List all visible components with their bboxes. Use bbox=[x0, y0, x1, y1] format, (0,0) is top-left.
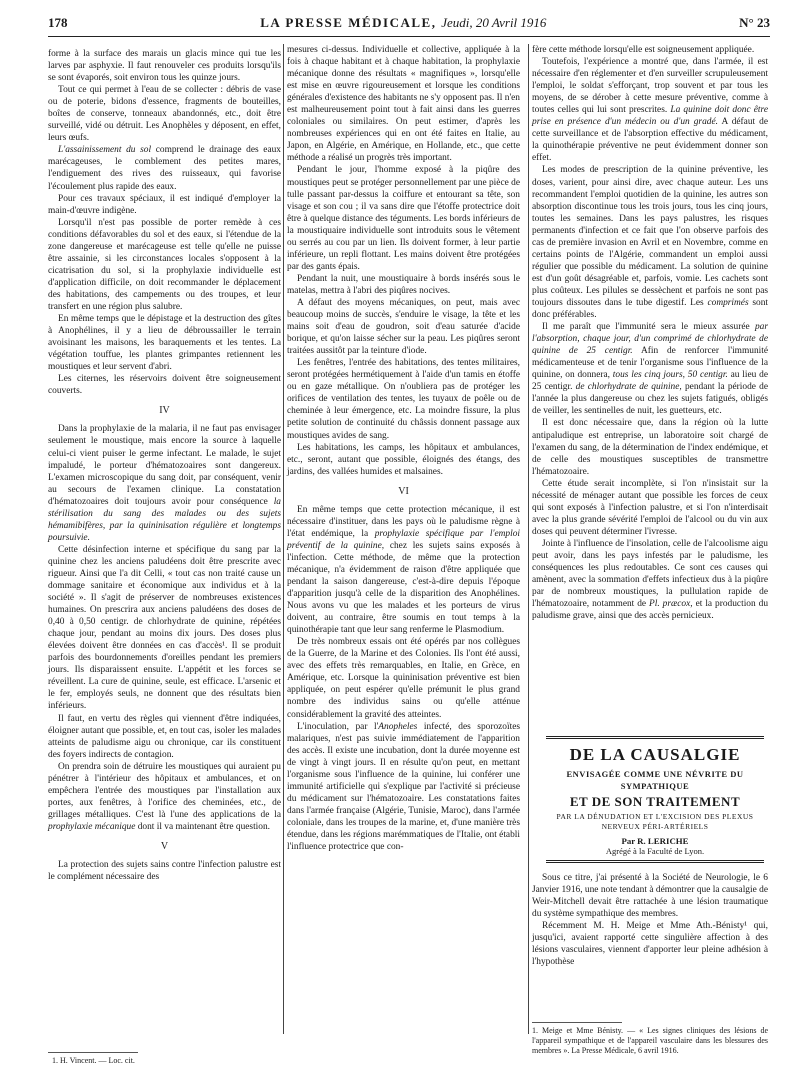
paragraph bbox=[287, 504, 520, 637]
paragraph-text: L'inoculation, par l' bbox=[297, 721, 379, 732]
emphasis: La quinine doit donc être prise en présence d'un médecin ou d'un gradé. bbox=[532, 105, 768, 128]
paragraph-text: au lieu de 25 centigr. bbox=[532, 370, 768, 393]
paragraph-text: Toutefois, l'expérience a montré que, dans l'armée, il est nécessaire d'en réglementer et d'en surveiller scrupuleusement l'emploi, le soldat s'efforçant, trop souvent et par tous les moyens, de se dérober à cette mesure préventive, comme à toutes celles qui lui sont prescrites. bbox=[532, 57, 768, 116]
article-subtitle: PAR LA DÉNUDATION ET L'EXCISION DES PLEXUS bbox=[556, 812, 754, 821]
paragraph-text: pendant la période de l'année la plus dangereuse ou chez les sujets fatigués, obligés de veiller, les sentinelles de nuit, les guetteurs, etc. bbox=[532, 382, 769, 417]
paragraph bbox=[48, 144, 281, 192]
paragraph-text: et la production du paludisme grave, ainsi que des accès pernicieux. bbox=[532, 599, 769, 622]
footnote-rule bbox=[532, 1022, 622, 1023]
paragraph-text: dont il va maintenant être question. bbox=[135, 821, 270, 832]
paragraph bbox=[532, 164, 768, 321]
emphasis: comprimés bbox=[707, 297, 749, 308]
paragraph bbox=[532, 321, 768, 417]
article-subtitle: ET DE SON TRAITEMENT bbox=[569, 794, 741, 809]
paragraph: forme à la surface des marais un glacis mince qui tue les larves par asphyxie. Il faut renouveler ces produits lorsqu'ils se sont évaporés, soit environ tous les quinze jours. bbox=[48, 49, 281, 84]
paragraph: De très nombreux essais ont été opérés par nos collègues de la Guerre, de la Marine et des Colonies. Ils l'ont été aussi, avec des effets très remarquables, en Italie, en Grèce, en Amérique, etc. Lorsque la quininisation préventive est bien appliquée, on peut espérer qu'elle prémunit le plus grand nombre des individus sains ou qu'elle atténue considérablement la gravité des atteintes. bbox=[287, 637, 520, 720]
footnote: 1. Meige et Mme Bénisty. — « Les signes cliniques des lésions de l'appareil sympathique et de l'appareil vasculaire dans les blessures des membres ». La Presse Médicale, 6 avril 1916. bbox=[532, 1026, 768, 1055]
paragraph-text: Il me paraît que l'immunité sera le mieux assurée bbox=[542, 322, 755, 333]
journal-name: LA PRESSE MÉDICALE, bbox=[260, 15, 437, 30]
article-heading bbox=[546, 736, 764, 863]
paragraph: Il est donc nécessaire que, dans la région où la lutte antipaludique est entreprise, un laboratoire soit chargé de l'examen du sang, de la détermination de l'index endémique, et de celle des moustiques susceptibles de transmettre l'hématozoaire. bbox=[532, 418, 768, 477]
emphasis: de chlorhydrate de quinine, bbox=[575, 382, 682, 393]
paragraph: fère cette méthode lorsqu'elle est soigneusement appliquée. bbox=[532, 45, 755, 55]
emphasis: par l'absorption, chaque jour, d'un comprimé de chlorhydrate de quinine de 25 centigr. bbox=[532, 322, 768, 357]
emphasis: L'assainissement du sol bbox=[58, 145, 152, 156]
paragraph-text: A défaut de cette surveillance et de l'absorption effective du médicament, la quinothérapie préventive ne peut évidemment donner son effet. bbox=[532, 117, 768, 164]
article-author: Par R. LERICHE bbox=[621, 836, 689, 846]
paragraph: Lorsqu'il n'est pas possible de porter remède à ces conditions défavorables du sol et des eaux, si l'étendue de la zone dangereuse et marécageuse est telle qu'elle ne puisse être assainie, si les circonstances locales s'opposent à la cicatrisation du sol, si la prophylaxie individuelle est d'application difficile, on doit recommander le déplacement des habitations, des campements ou des troupes, et leur transfert en une région plus salubre. bbox=[48, 217, 281, 312]
paragraph: Sous ce titre, j'ai présenté à la Société de Neurologie, le 6 Janvier 1916, une note tendant à démontrer que la causalgie de Weir-Mitchell devait être rattachée à une lésion traumatique du système sympathique des membres. bbox=[532, 873, 768, 920]
column-3 bbox=[532, 44, 768, 622]
paragraph-text: On prendra soin de détruire les moustiques qui auraient pu pénétrer à l'intérieur des hôpitaux et ambulances, et on empêchera l'entrée des moustiques par l'installation aux portes, aux fenêtres, à l'orifice des cheminées, etc., de grillages métalliques. C'est là l'une des applications de la bbox=[48, 761, 281, 820]
paragraph-text: En même temps que cette protection mécanique, il est nécessaire d'instituer, dans les pays où le paludisme règne à l'état endémique, la bbox=[287, 504, 520, 539]
paragraph: Les citernes, les réservoirs doivent être soigneusement couverts. bbox=[48, 374, 281, 397]
paragraph: Les habitations, les camps, les hôpitaux et ambulances, etc., seront, autant que possible, éloignés des étangs, des jardins, des vallées humides et malsaines. bbox=[287, 442, 520, 477]
column-1 bbox=[48, 48, 281, 883]
paragraph bbox=[532, 538, 768, 622]
paragraph: Pendant la nuit, une moustiquaire à bords insérés sous le matelas, mettra à l'abri des piqûres nocives. bbox=[287, 273, 520, 296]
paragraph: Cette étude serait incomplète, si l'on n'insistait sur la nécessité de ménager autant que possible les forces de ceux qui sont exposés à l'infection palustre, et si l'on n'interdisait avec la plus grande sévérité l'emploi de l'alcool ou du vin aux doses qui peuvent déterminer l'ivresse. bbox=[532, 478, 768, 537]
section-number: IV bbox=[159, 405, 170, 417]
paragraph bbox=[48, 761, 281, 833]
footnote: 1. H. Vincent. — Loc. cit. bbox=[52, 1056, 135, 1065]
paragraph: En même temps que le dépistage et la destruction des gîtes à Anophélines, il y a lieu de débroussailler le terrain avoisinant les maisons, les baraquements et les tentes. La végétation touffue, les plantes grimpantes retiennent les moustiques et leur servent d'abri. bbox=[48, 314, 281, 373]
footnote-rule bbox=[48, 1052, 138, 1053]
page-header bbox=[48, 10, 770, 37]
paragraph: Récemment M. H. Meige et Mme Ath.-Bénisty¹ qui, jusqu'ici, avaient rapporté cette singulière affection à des lésions vasculaires, viennent d'apporter leur pleine adhésion à l'hypothèse bbox=[532, 921, 768, 968]
column-divider bbox=[283, 44, 284, 1034]
paragraph: Pour ces travaux spéciaux, il est indiqué d'employer la main-d'œuvre indigène. bbox=[48, 193, 281, 216]
article-subtitle: NERVEUX PÉRI-ARTÉRIELS bbox=[601, 822, 709, 831]
paragraph-text: infecté, des sporozoïtes malariques, n'est pas suivie immédiatement de l'apparition des accès. Il existe une incubation, dont la durée moyenne est de vingt à vingt jours. Il en résulte qu'on peut, en mettant l'organisme sous l'influence de la quinine, lui conférer une immunité artificielle qui s'explique par l'activité si précieuse du médicament sur l'hématozoaire. Les constatations faites dans l'armée française (Algérie, Tunisie, Maroc), dans l'armée coloniale, dans les troupes de la marine, et, d'une manière très étendue, dans les régions marémmatiques de l'Italie, ont établi l'influence protectrice que con- bbox=[287, 721, 520, 853]
paragraph: Il faut, en vertu des règles qui viennent d'être indiquées, éloigner autant que possible, et, en tout cas, isoler les malades atteints de paludisme aigu ou chronique, car ils constituent des foyers indirects de contagion. bbox=[48, 713, 281, 760]
paragraph-text: Dans la prophylaxie de la malaria, il ne faut pas envisager seulement le moustique, mais encore la source à laquelle celui-ci vient puiser le germe infectant. Le malade, le sujet impaludé, le porteur d'hématozoaires sont dangereux. L'examen microscopique du sang doit, par conséquent, venir au secours de l'examen clinique. La constatation d'hématozoaires doit toujours avoir pour conséquence bbox=[48, 424, 281, 507]
emphasis: Anopheles bbox=[378, 721, 418, 732]
paragraph bbox=[287, 721, 520, 854]
paragraph-text: comprend le drainage des eaux marécageuses, le comblement des petites mares, l'endiguement des rives des ruisseaux, qui favorise l'écoulement plus rapide des eaux. bbox=[48, 145, 281, 192]
emphasis: tous les cinq jours, 50 centigr. bbox=[612, 370, 728, 381]
section-number: VI bbox=[398, 485, 409, 497]
emphasis: prophylaxie spécifique par l'emploi préventif de la quinine, bbox=[287, 528, 520, 551]
paragraph: Cette désinfection interne et spécifique du sang par la quinine chez les anciens paludéens doit être prescrite avec rigueur. Ainsi que l'a dit Celli, « tout cas non traité cause un dommage sanitaire et économique aux individus et à la société ». Il s'agit de préserver de nombreuses existences humaines. On prescrira aux anciens paludéens des doses de 0,40 à 0,50 centigr. de chlorhydrate de quinine, répétées chaque jour, pendant au moins dix jours. Des doses plus élevées doivent être données en cas d'accès¹. Il se produit parfois des bourdonnements d'oreilles pendant les premiers jours. Ils disparaissent ensuite. L'appétit et les forces se réveillent. La cure de quinine, seule, est efficace. L'arsenic et le fer, employés seuls, ne donnent que des résultats bien inférieurs. bbox=[48, 544, 281, 712]
issue-date: Jeudi, 20 Avril 1916 bbox=[441, 15, 547, 30]
section-number: V bbox=[160, 841, 169, 852]
journal-title bbox=[260, 15, 546, 31]
author-affiliation: Agrégé à la Faculté de Lyon. bbox=[605, 846, 705, 856]
paragraph: La protection des sujets sains contre l'infection palustre est le complément nécessaire des bbox=[48, 860, 281, 883]
paragraph: A défaut des moyens mécaniques, on peut, mais avec beaucoup moins de succès, s'enduire le visage, la tête et les mains soit d'eau de goudron, soit d'eau saturée d'acide borique, et qu'on laisse sécher sur la peau. Les piqûres seront traitées aussitôt par la teinture d'iode. bbox=[287, 297, 520, 357]
paragraph: Tout ce qui permet à l'eau de se collecter : débris de vase ou de poterie, bidons d'essence, fragments de bouteilles, boîtes de conserve, tonneaux abandonnés, etc., doit être surveillé, vidé ou détruit. Les Anophèles y déposent, en effet, leurs œufs. bbox=[48, 85, 281, 144]
paragraph-text: Afin de renforcer l'immunité médicamenteuse et de tenir l'organisme sous l'influence de la quinine, on donnera, bbox=[532, 346, 769, 381]
article-subtitle: ENVISAGÉE COMME UNE NÉVRITE DU SYMPATHIQUE bbox=[566, 769, 744, 791]
issue-number: N° 23 bbox=[739, 15, 770, 30]
article-body bbox=[532, 872, 768, 968]
paragraph-text: Les modes de prescription de la quinine préventive, les doses, varient, pour ainsi dire, avec chaque auteur. Les uns recommandent l'emploi quotidien de la quinine, les autres son absorption discontinue tous les trois jours, tous les cinq jours, toutes les semaines. Dans les pays palustres, les risques permanents d'infection et ce fait que l'on observe parfois des cas de première invasion en Avril et en Novembre, comme en certains points de l'Algérie, commandent un emploi aussi régulier que possible du médicament. La solution de quinine est d'un goût désagréable et, parfois, vomie. Les cachets sont plus coûteux. Les pilules se dessèchent et parfois ne sont pas toujours dissoutes dans le tube digestif. Les bbox=[532, 165, 768, 308]
emphasis: la stérilisation du sang des malades ou des sujets hémamibifères, par la quininisation régulière et longtemps poursuivie. bbox=[48, 496, 281, 543]
column-2 bbox=[287, 44, 520, 853]
article-title: DE LA CAUSALGIE bbox=[569, 745, 741, 764]
page-number: 178 bbox=[48, 15, 68, 30]
paragraph-text: chez les sujets sains exposés à l'infection. Cette méthode, de même que la protection mécanique, n'a évidemment de raison d'être appliquée que pendant la saison dangereuse, c'est-à-dire depuis l'époque d'apparition jusqu'à celle de la disparition des Anophélines. Nous avons vu que les malades et les porteurs de virus doivent, au contraire, être soumis en tout temps à la quinothérapie tant que leur sang renferme le Plasmodium. bbox=[287, 540, 520, 636]
paragraph: mesures ci-dessus. Individuelle et collective, appliquée à la fois à chaque habitant et à chaque habitation, la prophylaxie mécanique donne des résultats « magnifiques », lorsqu'elle est mise en œuvre rigoureusement et lorsque les conditions générales d'existence des habitants ne s'y opposent pas. Il n'en est malheureusement point tout à fait ainsi dans les guerres coloniales ou similaires. On peut estimer, d'après les nombreuses expériences qui en ont été faites en Italie, au Japon, en Algérie, en Amérique, en Hollande, etc., que cette méthode a réalisé un progrès très important. bbox=[287, 45, 520, 164]
column-divider bbox=[528, 44, 529, 1034]
paragraph: Pendant le jour, l'homme exposé à la piqûre des moustiques peut se protéger personnellement par une pièce de tulle passant par-dessus la coiffure et entourant sa tête, son visage et son cou ; il va sans dire que l'étoffe protectrice doit être à quelque distance des téguments. Les bords inférieurs de la moustiquaire individuelle sont introduits sous le vêtement ou serrés au cou par un lien. Ils doivent former, à leur partie inférieure, un repli flottant. Les mains doivent être protégées par des gants épais. bbox=[287, 165, 520, 272]
emphasis: Pl. præcox, bbox=[649, 599, 693, 610]
paragraph: Les fenêtres, l'entrée des habitations, des tentes militaires, seront protégées hermétiquement à l'aide d'un tamis en étoffe ou en gaze métallique. On n'oubliera pas de protéger les orifices de ventilation des tentes, les tuyaux de poêle ou de cheminée à leur émergence, etc. La moindre fissure, la plus petite solution de continuité du châssis donnent passage aux moustiques avides de sang. bbox=[287, 358, 520, 441]
paragraph bbox=[532, 56, 768, 164]
paragraph-text: Jointe à l'influence de l'insolation, celle de l'alcoolisme aigu peut avoir, dans les pays infestés par le paludisme, les conséquences les plus redoutables. Ce sont ces causes qui amènent, avec la sommation d'effets infectieux dus à la piqûre par de nombreux moustiques, la pullulation rapide de l'hématozoaire, notamment de bbox=[532, 538, 768, 610]
paragraph bbox=[48, 423, 281, 543]
paragraph-text: sont donc préférables. bbox=[532, 297, 768, 321]
emphasis: prophylaxie mécanique bbox=[48, 821, 136, 832]
